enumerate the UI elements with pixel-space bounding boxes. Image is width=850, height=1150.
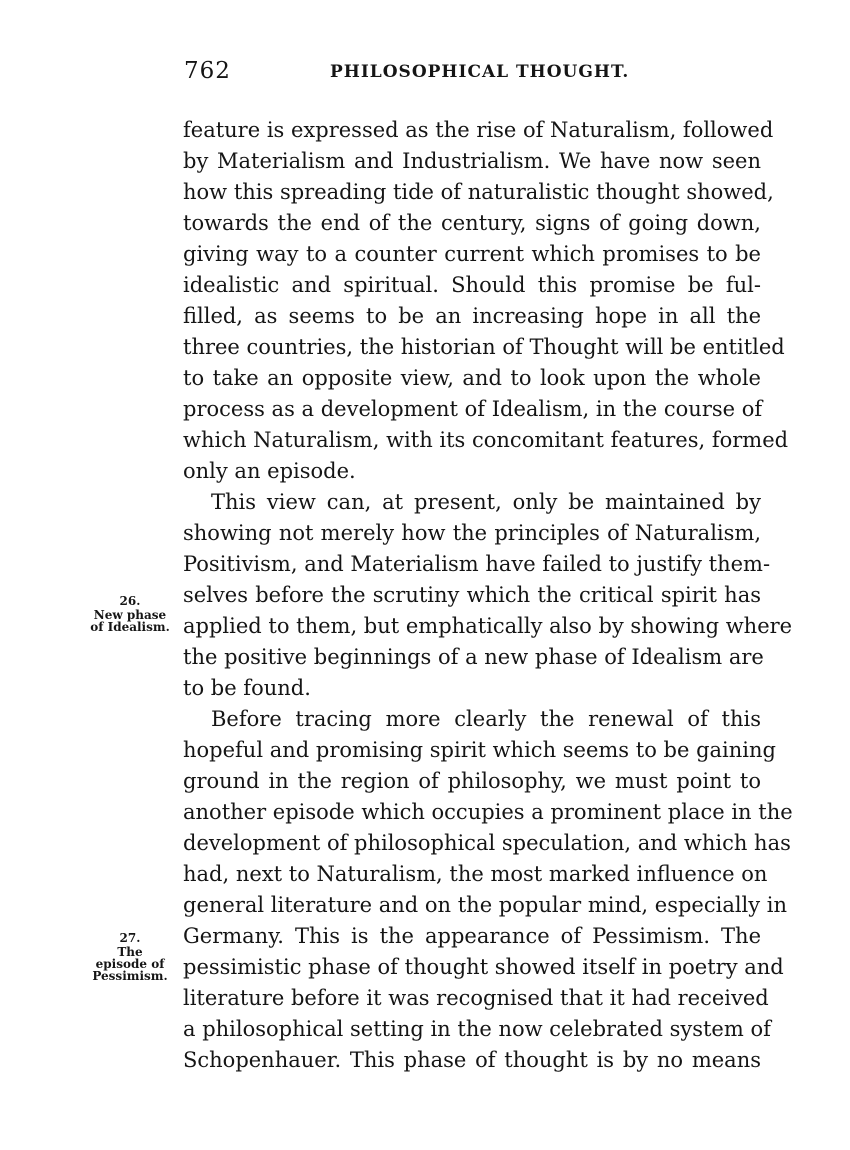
text-line: towards the end of the century, signs of going down, [183, 211, 761, 235]
marginal-note-number: 27. [119, 931, 141, 945]
marginal-note-episode-of-pessimism [82, 932, 178, 982]
text-line: to be found. [183, 676, 311, 700]
running-title: PHILOSOPHICAL THOUGHT. [330, 62, 630, 82]
marginal-note-line: The [117, 945, 143, 959]
text-line: development of philosophical speculation, and which has [183, 831, 791, 855]
text-line: ground in the region of philosophy, we must point to [183, 769, 761, 793]
text-line: showing not merely how the principles of Naturalism, [183, 521, 761, 545]
text-line: filled, as seems to be an increasing hope in all the [183, 304, 761, 328]
text-line: general literature and on the popular mind, especially in [183, 893, 788, 917]
text-line: idealistic and spiritual. Should this promise be ful- [183, 273, 761, 297]
marginal-note-number: 26. [119, 594, 141, 608]
text-line: Before tracing more clearly the renewal of this [211, 707, 761, 731]
text-line: only an episode. [183, 459, 356, 483]
text-line: a philosophical setting in the now celebrated system of [183, 1017, 771, 1041]
marginal-note-line: New phase [93, 608, 167, 622]
text-line: selves before the scrutiny which the critical spirit has [183, 583, 761, 607]
text-line: had, next to Naturalism, the most marked influence on [183, 862, 768, 886]
text-line: by Materialism and Industrialism. We have now seen [183, 149, 761, 173]
marginal-note-new-phase-of-idealism [82, 595, 178, 633]
text-line: pessimistic phase of thought showed itself in poetry and [183, 955, 784, 979]
marginal-note-line: episode of [95, 957, 165, 971]
text-line: Germany. This is the appearance of Pessimism. The [183, 924, 761, 948]
text-line: hopeful and promising spirit which seems to be gaining [183, 738, 776, 762]
text-line: to take an opposite view, and to look upon the whole [183, 366, 761, 390]
body-text [183, 115, 793, 1076]
text-line: literature before it was recognised that it had received [183, 986, 769, 1010]
marginal-note-line: Pessimism. [92, 969, 168, 983]
text-line: feature is expressed as the rise of Naturalism, followed [183, 118, 774, 142]
running-head [184, 58, 760, 92]
text-line: three countries, the historian of Thought will be entitled [183, 335, 785, 359]
text-line: applied to them, but emphatically also by showing where [183, 614, 793, 638]
text-line: Positivism, and Materialism have failed to justify them- [183, 552, 771, 576]
text-line: another episode which occupies a prominent place in the [183, 800, 793, 824]
marginal-note-line: of Idealism. [90, 620, 170, 634]
page-number: 762 [184, 58, 231, 84]
text-line: the positive beginnings of a new phase of Idealism are [183, 645, 764, 669]
text-line: This view can, at present, only be maintained by [211, 490, 761, 514]
text-line: process as a development of Idealism, in the course of [183, 397, 763, 421]
text-line: giving way to a counter current which promises to be [183, 242, 761, 266]
text-line: Schopenhauer. This phase of thought is by no means [183, 1048, 761, 1072]
text-line: how this spreading tide of naturalistic thought showed, [183, 180, 774, 204]
text-line: which Naturalism, with its concomitant features, formed [183, 428, 789, 452]
